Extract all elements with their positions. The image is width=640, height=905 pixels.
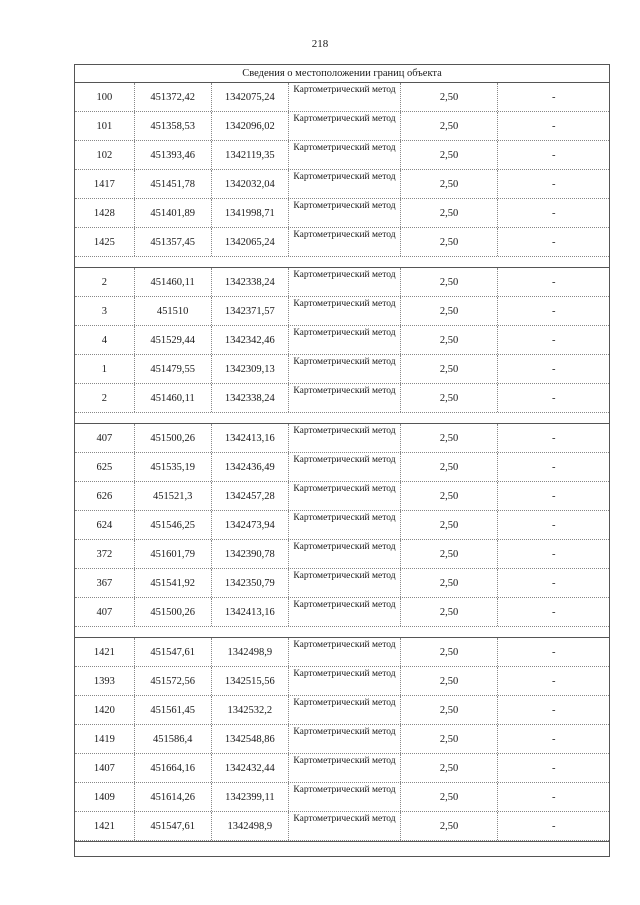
x-coordinate-cell: 451393,46	[135, 141, 212, 169]
point-number-cell: 100	[75, 83, 135, 111]
point-number-cell: 1420	[75, 696, 135, 724]
point-number-cell: 1407	[75, 754, 135, 782]
table-row	[75, 511, 609, 540]
x-coordinate-cell: 451479,55	[135, 355, 212, 383]
y-coordinate-cell: 1342399,11	[212, 783, 290, 811]
method-cell: Картометрический метод	[289, 482, 401, 510]
method-cell: Картометрический метод	[289, 511, 401, 539]
table-body	[75, 83, 609, 841]
boundary-table	[74, 64, 610, 857]
method-cell: Картометрический метод	[289, 540, 401, 568]
method-cell: Картометрический метод	[289, 783, 401, 811]
table-row	[75, 141, 609, 170]
accuracy-cell: 2,50	[401, 540, 499, 568]
x-coordinate-cell: 451561,45	[135, 696, 212, 724]
description-cell: -	[551, 392, 556, 404]
y-coordinate-cell: 1342350,79	[212, 569, 290, 597]
table-end-spacer	[75, 841, 609, 856]
method-cell: Картометрический метод	[289, 696, 401, 724]
y-coordinate-cell: 1342119,35	[212, 141, 290, 169]
table-row	[75, 83, 609, 112]
description-cell: -	[551, 577, 556, 589]
table-row	[75, 297, 609, 326]
y-coordinate-cell: 1342309,13	[212, 355, 290, 383]
y-coordinate-cell: 1342371,57	[212, 297, 290, 325]
accuracy-cell: 2,50	[401, 511, 499, 539]
y-coordinate-cell: 1342473,94	[212, 511, 290, 539]
description-cell: -	[551, 120, 556, 132]
method-cell: Картометрический метод	[289, 569, 401, 597]
accuracy-cell: 2,50	[401, 667, 499, 695]
description-cell: -	[551, 519, 556, 531]
accuracy-cell: 2,50	[401, 638, 499, 666]
accuracy-cell: 2,50	[401, 268, 499, 296]
y-coordinate-cell: 1342096,02	[212, 112, 290, 140]
page-number: 218	[311, 38, 329, 50]
accuracy-cell: 2,50	[401, 696, 499, 724]
method-cell: Картометрический метод	[289, 112, 401, 140]
description-cell: -	[551, 820, 556, 832]
table-row	[75, 228, 609, 257]
x-coordinate-cell: 451451,78	[135, 170, 212, 198]
x-coordinate-cell: 451529,44	[135, 326, 212, 354]
table-title: Сведения о местоположении границ объекта	[75, 65, 609, 83]
description-cell: -	[551, 305, 556, 317]
x-coordinate-cell: 451614,26	[135, 783, 212, 811]
point-number-cell: 2	[75, 268, 135, 296]
y-coordinate-cell: 1342532,2	[212, 696, 290, 724]
x-coordinate-cell: 451546,25	[135, 511, 212, 539]
method-cell: Картометрический метод	[289, 638, 401, 666]
method-cell: Картометрический метод	[289, 384, 401, 412]
x-coordinate-cell: 451535,19	[135, 453, 212, 481]
table-row	[75, 199, 609, 228]
y-coordinate-cell: 1342436,49	[212, 453, 290, 481]
y-coordinate-cell: 1342065,24	[212, 228, 290, 256]
description-cell: -	[551, 276, 556, 288]
y-coordinate-cell: 1342390,78	[212, 540, 290, 568]
description-cell: -	[551, 704, 556, 716]
description-cell: -	[551, 334, 556, 346]
point-number-cell: 1421	[75, 638, 135, 666]
y-coordinate-cell: 1342032,04	[212, 170, 290, 198]
y-coordinate-cell: 1342075,24	[212, 83, 290, 111]
description-cell: -	[551, 178, 556, 190]
x-coordinate-cell: 451372,42	[135, 83, 212, 111]
point-number-cell: 1409	[75, 783, 135, 811]
description-cell: -	[551, 236, 556, 248]
x-coordinate-cell: 451460,11	[135, 384, 212, 412]
method-cell: Картометрический метод	[289, 297, 401, 325]
accuracy-cell: 2,50	[401, 170, 499, 198]
description-cell: -	[551, 207, 556, 219]
y-coordinate-cell: 1342338,24	[212, 384, 290, 412]
point-number-cell: 367	[75, 569, 135, 597]
y-coordinate-cell: 1341998,71	[212, 199, 290, 227]
table-row	[75, 326, 609, 355]
table-row	[75, 783, 609, 812]
x-coordinate-cell: 451460,11	[135, 268, 212, 296]
group-separator	[75, 413, 609, 424]
point-number-cell: 1428	[75, 199, 135, 227]
x-coordinate-cell: 451547,61	[135, 812, 212, 840]
y-coordinate-cell: 1342338,24	[212, 268, 290, 296]
group-separator	[75, 257, 609, 268]
description-cell: -	[551, 461, 556, 473]
point-number-cell: 1425	[75, 228, 135, 256]
point-number-cell: 1393	[75, 667, 135, 695]
y-coordinate-cell: 1342498,9	[212, 638, 290, 666]
point-number-cell: 625	[75, 453, 135, 481]
y-coordinate-cell: 1342457,28	[212, 482, 290, 510]
point-number-cell: 102	[75, 141, 135, 169]
point-number-cell: 1	[75, 355, 135, 383]
point-number-cell: 624	[75, 511, 135, 539]
accuracy-cell: 2,50	[401, 326, 499, 354]
x-coordinate-cell: 451521,3	[135, 482, 212, 510]
accuracy-cell: 2,50	[401, 112, 499, 140]
description-cell: -	[551, 432, 556, 444]
table-row	[75, 696, 609, 725]
method-cell: Картометрический метод	[289, 170, 401, 198]
table-row	[75, 598, 609, 627]
x-coordinate-cell: 451664,16	[135, 754, 212, 782]
accuracy-cell: 2,50	[401, 228, 499, 256]
method-cell: Картометрический метод	[289, 754, 401, 782]
description-cell: -	[551, 149, 556, 161]
point-number-cell: 1421	[75, 812, 135, 840]
point-number-cell: 2	[75, 384, 135, 412]
x-coordinate-cell: 451401,89	[135, 199, 212, 227]
y-coordinate-cell: 1342548,86	[212, 725, 290, 753]
point-number-cell: 1419	[75, 725, 135, 753]
method-cell: Картометрический метод	[289, 667, 401, 695]
description-cell: -	[551, 490, 556, 502]
accuracy-cell: 2,50	[401, 812, 499, 840]
y-coordinate-cell: 1342413,16	[212, 598, 290, 626]
x-coordinate-cell: 451357,45	[135, 228, 212, 256]
point-number-cell: 3	[75, 297, 135, 325]
table-row	[75, 112, 609, 141]
description-cell: -	[551, 646, 556, 658]
description-cell: -	[551, 606, 556, 618]
accuracy-cell: 2,50	[401, 83, 499, 111]
point-number-cell: 407	[75, 598, 135, 626]
point-number-cell: 4	[75, 326, 135, 354]
method-cell: Картометрический метод	[289, 141, 401, 169]
accuracy-cell: 2,50	[401, 297, 499, 325]
method-cell: Картометрический метод	[289, 199, 401, 227]
method-cell: Картометрический метод	[289, 453, 401, 481]
description-cell: -	[551, 91, 556, 103]
point-number-cell: 407	[75, 424, 135, 452]
point-number-cell: 626	[75, 482, 135, 510]
x-coordinate-cell: 451541,92	[135, 569, 212, 597]
table-row	[75, 384, 609, 413]
y-coordinate-cell: 1342432,44	[212, 754, 290, 782]
description-cell: -	[551, 548, 556, 560]
description-cell: -	[551, 791, 556, 803]
description-cell: -	[551, 762, 556, 774]
accuracy-cell: 2,50	[401, 783, 499, 811]
accuracy-cell: 2,50	[401, 384, 499, 412]
y-coordinate-cell: 1342413,16	[212, 424, 290, 452]
x-coordinate-cell: 451547,61	[135, 638, 212, 666]
method-cell: Картометрический метод	[289, 355, 401, 383]
accuracy-cell: 2,50	[401, 569, 499, 597]
table-row	[75, 667, 609, 696]
x-coordinate-cell: 451358,53	[135, 112, 212, 140]
table-row	[75, 268, 609, 297]
x-coordinate-cell: 451500,26	[135, 598, 212, 626]
point-number-cell: 101	[75, 112, 135, 140]
description-cell: -	[551, 363, 556, 375]
accuracy-cell: 2,50	[401, 453, 499, 481]
y-coordinate-cell: 1342342,46	[212, 326, 290, 354]
table-row	[75, 355, 609, 384]
accuracy-cell: 2,50	[401, 141, 499, 169]
method-cell: Картометрический метод	[289, 725, 401, 753]
x-coordinate-cell: 451500,26	[135, 424, 212, 452]
accuracy-cell: 2,50	[401, 725, 499, 753]
table-row	[75, 638, 609, 667]
x-coordinate-cell: 451601,79	[135, 540, 212, 568]
method-cell: Картометрический метод	[289, 268, 401, 296]
accuracy-cell: 2,50	[401, 754, 499, 782]
method-cell: Картометрический метод	[289, 598, 401, 626]
accuracy-cell: 2,50	[401, 355, 499, 383]
method-cell: Картометрический метод	[289, 326, 401, 354]
table-row	[75, 569, 609, 598]
table-row	[75, 540, 609, 569]
table-row	[75, 812, 609, 841]
y-coordinate-cell: 1342498,9	[212, 812, 290, 840]
table-row	[75, 482, 609, 511]
y-coordinate-cell: 1342515,56	[212, 667, 290, 695]
table-row	[75, 453, 609, 482]
table-row	[75, 170, 609, 199]
table-row	[75, 725, 609, 754]
accuracy-cell: 2,50	[401, 424, 499, 452]
table-row	[75, 754, 609, 783]
accuracy-cell: 2,50	[401, 598, 499, 626]
point-number-cell: 1417	[75, 170, 135, 198]
method-cell: Картометрический метод	[289, 424, 401, 452]
description-cell: -	[551, 675, 556, 687]
x-coordinate-cell: 451572,56	[135, 667, 212, 695]
method-cell: Картометрический метод	[289, 228, 401, 256]
method-cell: Картометрический метод	[289, 812, 401, 840]
x-coordinate-cell: 451586,4	[135, 725, 212, 753]
accuracy-cell: 2,50	[401, 482, 499, 510]
x-coordinate-cell: 451510	[135, 297, 212, 325]
table-row	[75, 424, 609, 453]
accuracy-cell: 2,50	[401, 199, 499, 227]
group-separator	[75, 627, 609, 638]
point-number-cell: 372	[75, 540, 135, 568]
method-cell: Картометрический метод	[289, 83, 401, 111]
description-cell: -	[551, 733, 556, 745]
